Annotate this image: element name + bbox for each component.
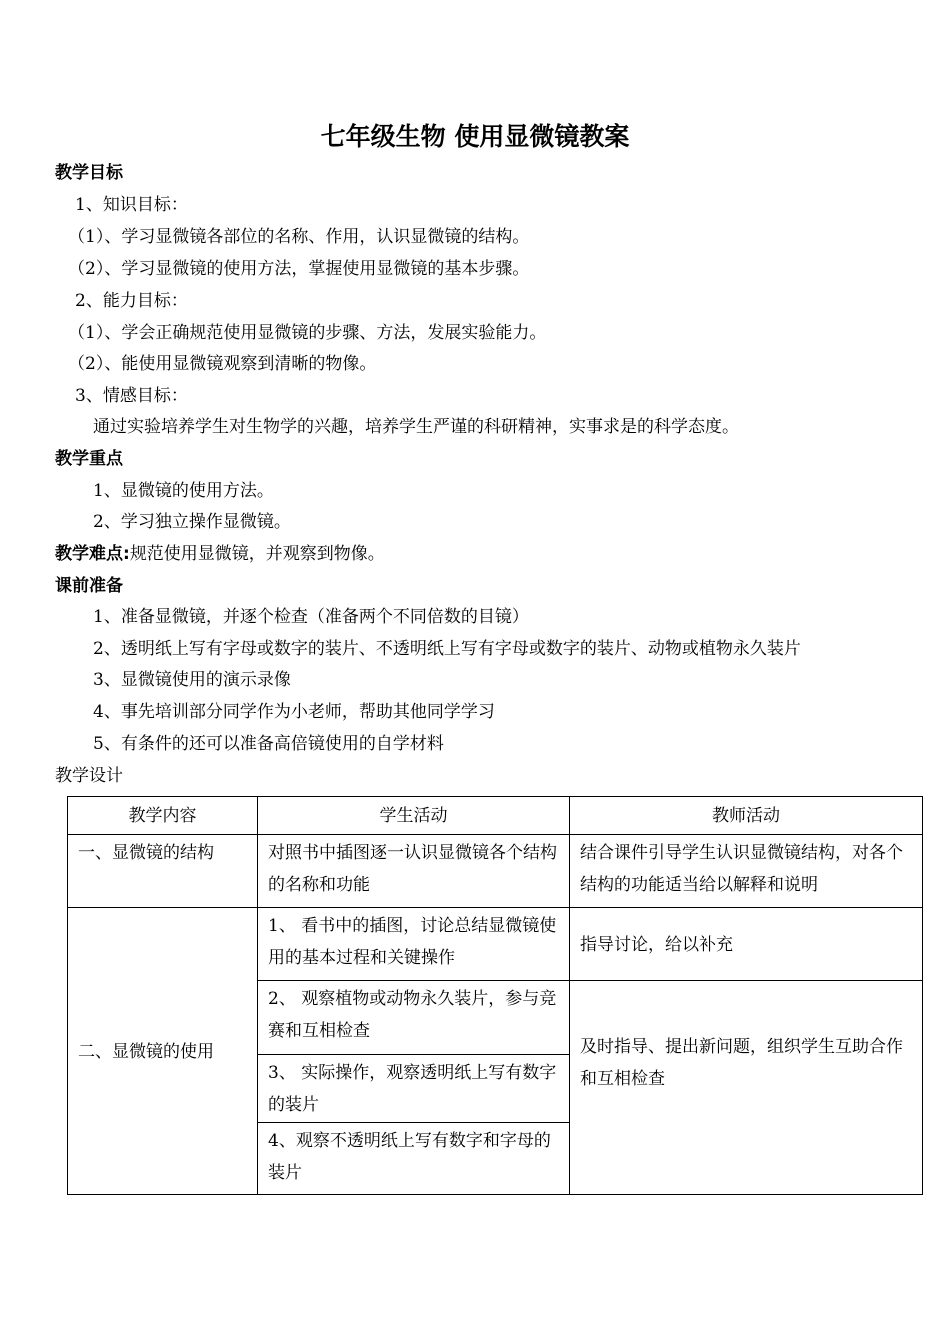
page-title: 七年级生物 使用显微镜教案 [320,122,630,151]
difficulty-heading: 教学难点: [55,544,130,564]
column-header-teacher: 教师活动 [570,797,923,835]
key-point-item: 1、显微镜的使用方法。 [93,481,274,501]
row2-student-activity: 3、 实际操作，观察透明纸上写有数字的装片 [268,1063,557,1115]
difficulty-line [55,542,385,566]
ability-item: （1）、学会正确规范使用显微镜的步骤、方法，发展实验能力。 [68,323,547,343]
column-header-student: 学生活动 [258,797,570,835]
knowledge-item: （2）、学习显微镜的使用方法，掌握使用显微镜的基本步骤。 [68,259,530,279]
ability-objective-label: 2、能力目标： [75,291,188,311]
preparation-item: 5、有条件的还可以准备高倍镜使用的自学材料 [93,734,444,754]
row2-content: 二、显微镜的使用 [78,1042,214,1062]
design-heading: 教学设计 [55,766,123,786]
column-header-content: 教学内容 [68,797,258,835]
row1-content: 一、显微镜的结构 [78,843,214,863]
key-points-heading: 教学重点 [55,449,123,469]
row2-teacher-activity: 指导讨论，给以补充 [580,935,733,955]
preparation-item: 2、透明纸上写有字母或数字的装片、不透明纸上写有字母或数字的装片、动物或植物永久装片 [93,639,801,659]
row1-teacher-activity: 结合课件引导学生认识显微镜结构，对各个结构的功能适当给以解释和说明 [580,843,903,895]
table-row [68,835,923,908]
emotion-objective-label: 3、情感目标： [75,386,188,406]
emotion-objective-text: 通过实验培养学生对生物学的兴趣，培养学生严谨的科研精神，实事求是的科学态度。 [93,417,739,437]
row2-student-activity: 1、 看书中的插图，讨论总结显微镜使用的基本过程和关键操作 [268,916,557,968]
difficulty-text: 规范使用显微镜，并观察到物像。 [129,544,385,564]
knowledge-item: （1）、学习显微镜各部位的名称、作用，认识显微镜的结构。 [68,227,530,247]
row2-teacher-activity: 及时指导、提出新问题，组织学生互助合作和互相检查 [580,1037,903,1089]
preparation-heading: 课前准备 [55,576,123,596]
teaching-design-table [67,796,923,1195]
table-header-row [68,797,923,835]
preparation-item: 1、准备显微镜，并逐个检查（准备两个不同倍数的目镜） [93,607,529,627]
key-point-item: 2、学习独立操作显微镜。 [93,512,291,532]
knowledge-objective-label: 1、知识目标： [75,195,188,215]
row2-student-activity: 2、 观察植物或动物永久装片，参与竞赛和互相检查 [268,989,557,1041]
table-row [68,908,923,981]
row1-student-activity: 对照书中插图逐一认识显微镜各个结构的名称和功能 [268,843,557,895]
row2-student-activity: 4、观察不透明纸上写有数字和字母的装片 [268,1131,551,1183]
objectives-heading: 教学目标 [55,163,123,183]
preparation-item: 3、显微镜使用的演示录像 [93,670,291,690]
ability-item: （2）、能使用显微镜观察到清晰的物像。 [68,354,377,374]
preparation-item: 4、事先培训部分同学作为小老师，帮助其他同学学习 [93,702,495,722]
